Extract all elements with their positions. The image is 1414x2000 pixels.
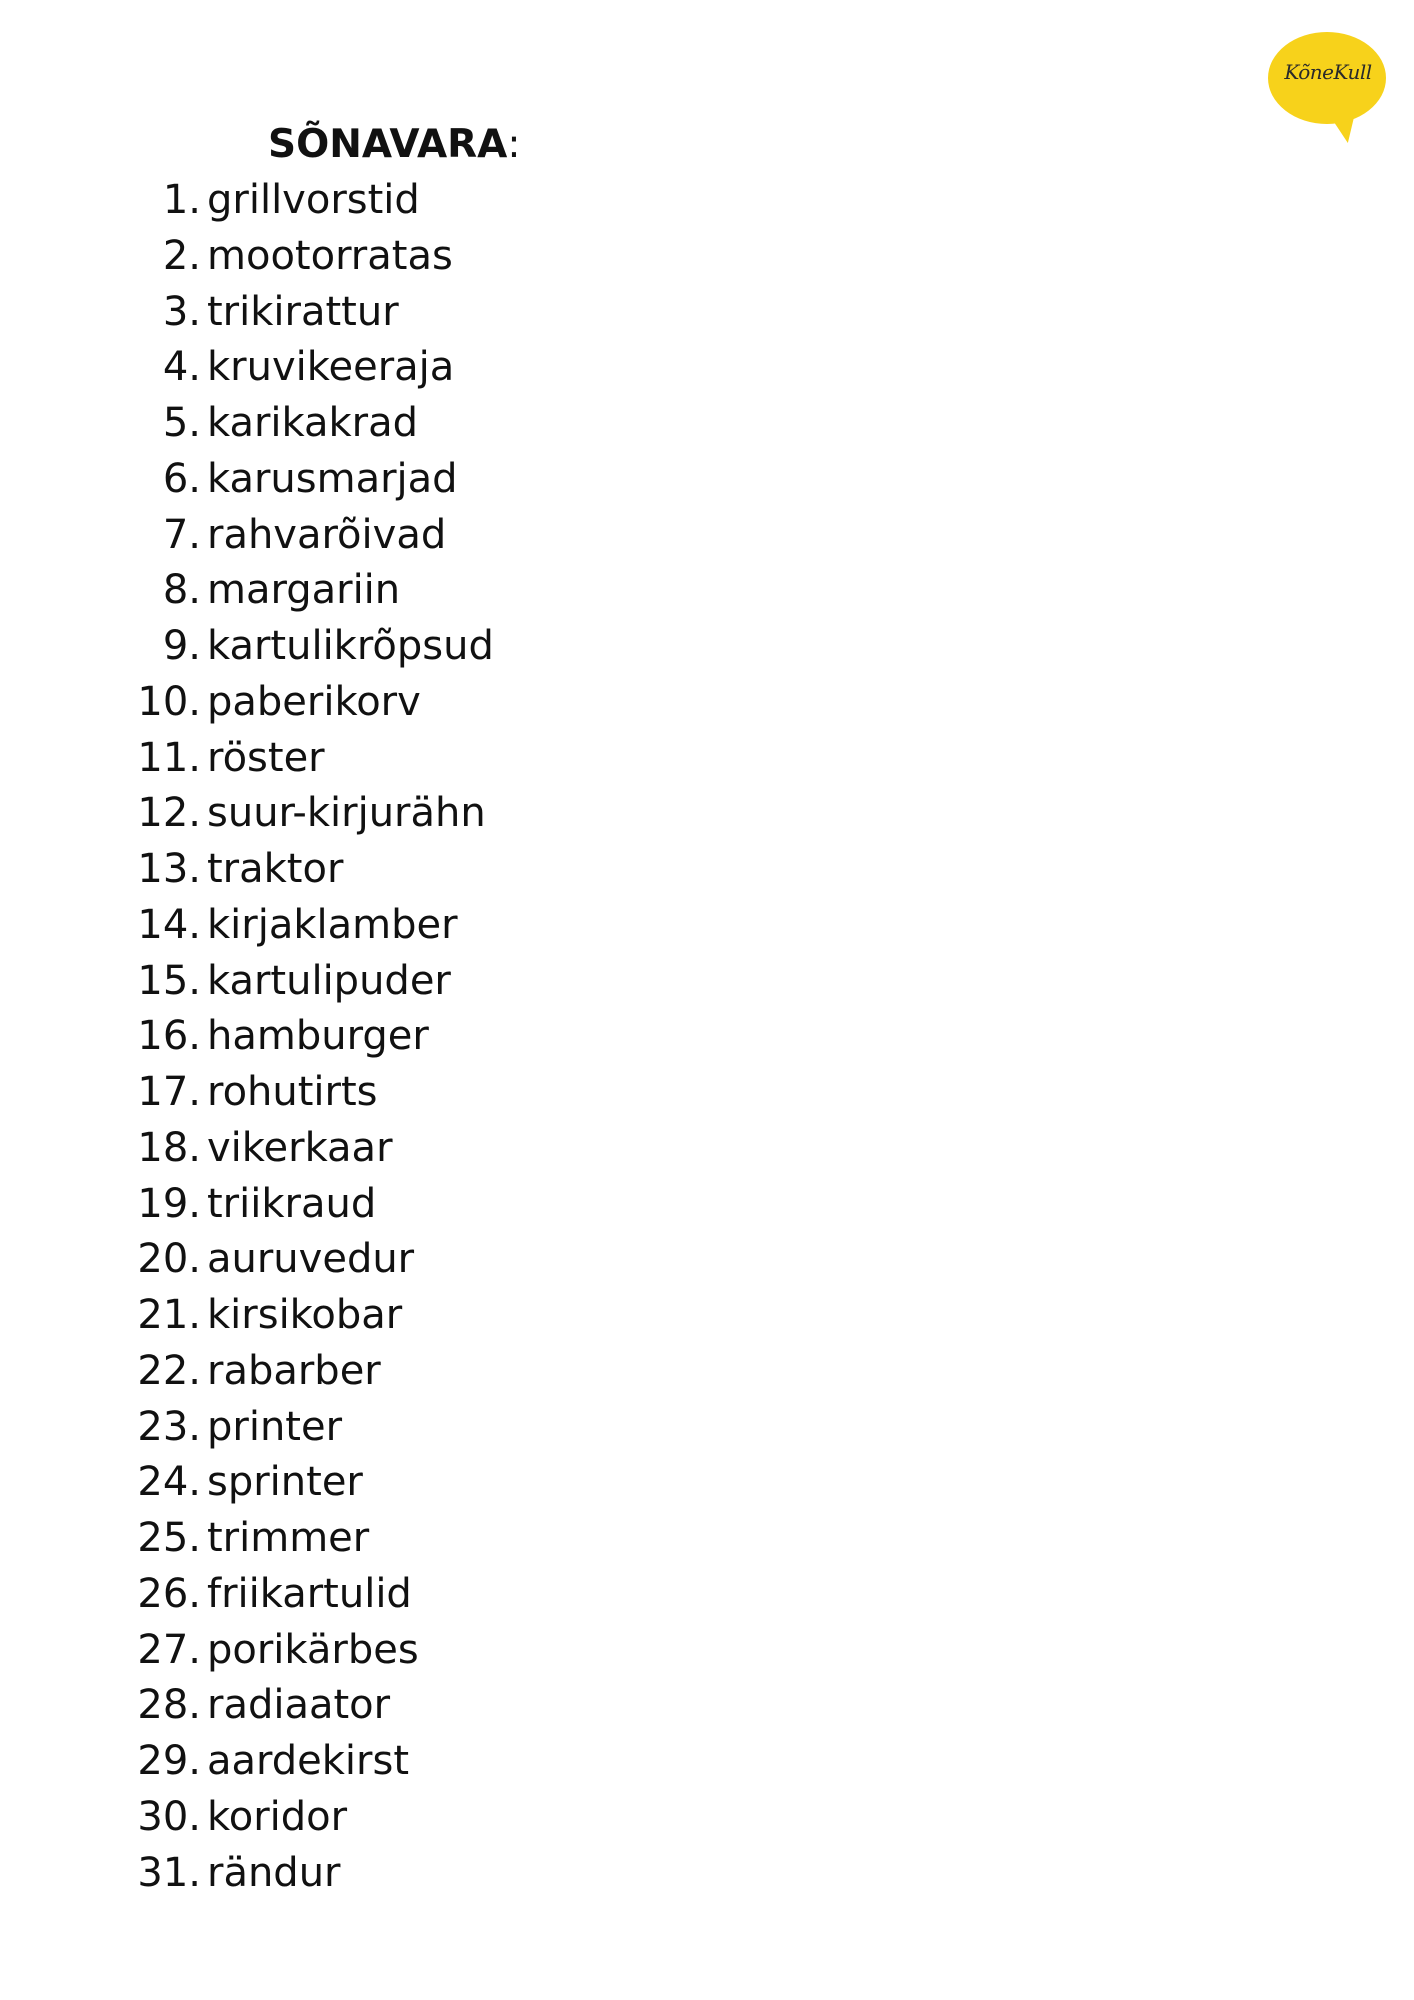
list-item-number: 11. — [137, 734, 201, 781]
list-item-word: trikirattur — [207, 288, 399, 335]
list-item-number: 26. — [137, 1570, 201, 1617]
list-item — [0, 1009, 494, 1065]
list-item — [0, 173, 494, 229]
list-item-word: margariin — [207, 567, 401, 614]
list-item-word: kartulipuder — [207, 957, 451, 1004]
list-item-number: 28. — [137, 1682, 201, 1729]
list-item — [0, 508, 494, 564]
list-item-number: 25. — [137, 1515, 201, 1561]
list-item-number: 17. — [137, 1069, 201, 1115]
list-item-number: 31. — [137, 1849, 201, 1896]
logo — [1268, 32, 1398, 147]
list-item — [0, 1121, 494, 1177]
list-item — [0, 452, 494, 508]
list-item-word: sprinter — [207, 1459, 363, 1506]
vocabulary-list — [0, 173, 494, 1901]
list-item — [0, 1678, 494, 1734]
list-item — [0, 1511, 494, 1567]
list-item-word: traktor — [207, 846, 344, 892]
list-item-word: auruvedur — [207, 1236, 415, 1283]
list-item — [0, 285, 494, 341]
list-item — [0, 1288, 494, 1344]
list-item — [0, 731, 494, 787]
list-item-word: trimmer — [207, 1515, 370, 1561]
list-item-word: karikakrad — [207, 400, 419, 446]
list-item-number: 14. — [137, 901, 201, 948]
list-item — [0, 563, 494, 619]
list-item — [0, 1400, 494, 1456]
list-item-word: printer — [207, 1403, 343, 1450]
list-item-word: suur-kirjurähn — [207, 790, 486, 837]
list-item-word: mootorratas — [207, 232, 453, 279]
list-item-word: radiaator — [207, 1682, 391, 1729]
list-item-word: kruvikeeraja — [207, 344, 455, 391]
list-item — [0, 1734, 494, 1790]
list-item — [0, 1344, 494, 1400]
list-item-word: aardekirst — [207, 1738, 410, 1784]
list-item — [0, 954, 494, 1010]
list-item — [0, 898, 494, 954]
list-item — [0, 675, 494, 731]
list-item-number: 22. — [137, 1347, 201, 1394]
list-item-word: friikartulid — [207, 1570, 412, 1617]
list-item-number: 8. — [162, 567, 201, 614]
list-item-number: 30. — [137, 1793, 201, 1840]
list-item-word: kirjaklamber — [207, 901, 458, 948]
page-title-text: SÕNAVARA — [268, 122, 508, 167]
list-item-number: 5. — [162, 400, 201, 446]
list-item-number: 9. — [162, 623, 201, 669]
list-item-word: kirsikobar — [207, 1292, 403, 1338]
list-item-number: 4. — [162, 344, 201, 391]
list-item — [0, 1177, 494, 1233]
list-item-number: 6. — [162, 455, 201, 502]
list-item-word: triikraud — [207, 1180, 377, 1227]
list-item-number: 13. — [137, 846, 201, 892]
list-item-number: 29. — [137, 1738, 201, 1784]
list-item — [0, 1567, 494, 1623]
list-item-word: rohutirts — [207, 1069, 378, 1115]
list-item — [0, 1790, 494, 1846]
list-item-number: 21. — [137, 1292, 201, 1338]
page-title-colon: : — [507, 122, 521, 167]
list-item — [0, 1232, 494, 1288]
list-item-word: kartulikrõpsud — [207, 623, 494, 669]
page-title — [268, 118, 521, 172]
list-item-number: 16. — [137, 1013, 201, 1060]
list-item-number: 2. — [162, 232, 201, 279]
list-item-number: 3. — [162, 288, 201, 335]
list-item-number: 10. — [137, 678, 201, 725]
list-item — [0, 842, 494, 898]
list-item-word: rändur — [207, 1849, 341, 1896]
list-item-word: rahvarõivad — [207, 511, 447, 558]
logo-text: KõneKull — [1284, 60, 1372, 84]
list-item-number: 18. — [137, 1124, 201, 1171]
list-item-number: 20. — [137, 1236, 201, 1283]
list-item-number: 19. — [137, 1180, 201, 1227]
list-item-word: paberikorv — [207, 678, 421, 725]
list-item-word: koridor — [207, 1793, 348, 1840]
list-item — [0, 1846, 494, 1902]
list-item-number: 23. — [137, 1403, 201, 1450]
list-item — [0, 396, 494, 452]
list-item-number: 27. — [137, 1626, 201, 1673]
list-item — [0, 340, 494, 396]
list-item-number: 15. — [137, 957, 201, 1004]
list-item-word: vikerkaar — [207, 1124, 393, 1171]
list-item-word: röster — [207, 734, 325, 781]
list-item — [0, 229, 494, 285]
list-item — [0, 786, 494, 842]
list-item-word: rabarber — [207, 1347, 381, 1394]
list-item — [0, 1623, 494, 1679]
list-item-number: 7. — [162, 511, 201, 558]
list-item-word: hamburger — [207, 1013, 429, 1060]
list-item-word: karusmarjad — [207, 455, 458, 502]
list-item-word: porikärbes — [207, 1626, 419, 1673]
list-item — [0, 619, 494, 675]
list-item-number: 24. — [137, 1459, 201, 1506]
list-item-word: grillvorstid — [207, 177, 420, 223]
list-item — [0, 1455, 494, 1511]
list-item-number: 12. — [137, 790, 201, 837]
list-item-number: 1. — [162, 177, 201, 223]
list-item — [0, 1065, 494, 1121]
